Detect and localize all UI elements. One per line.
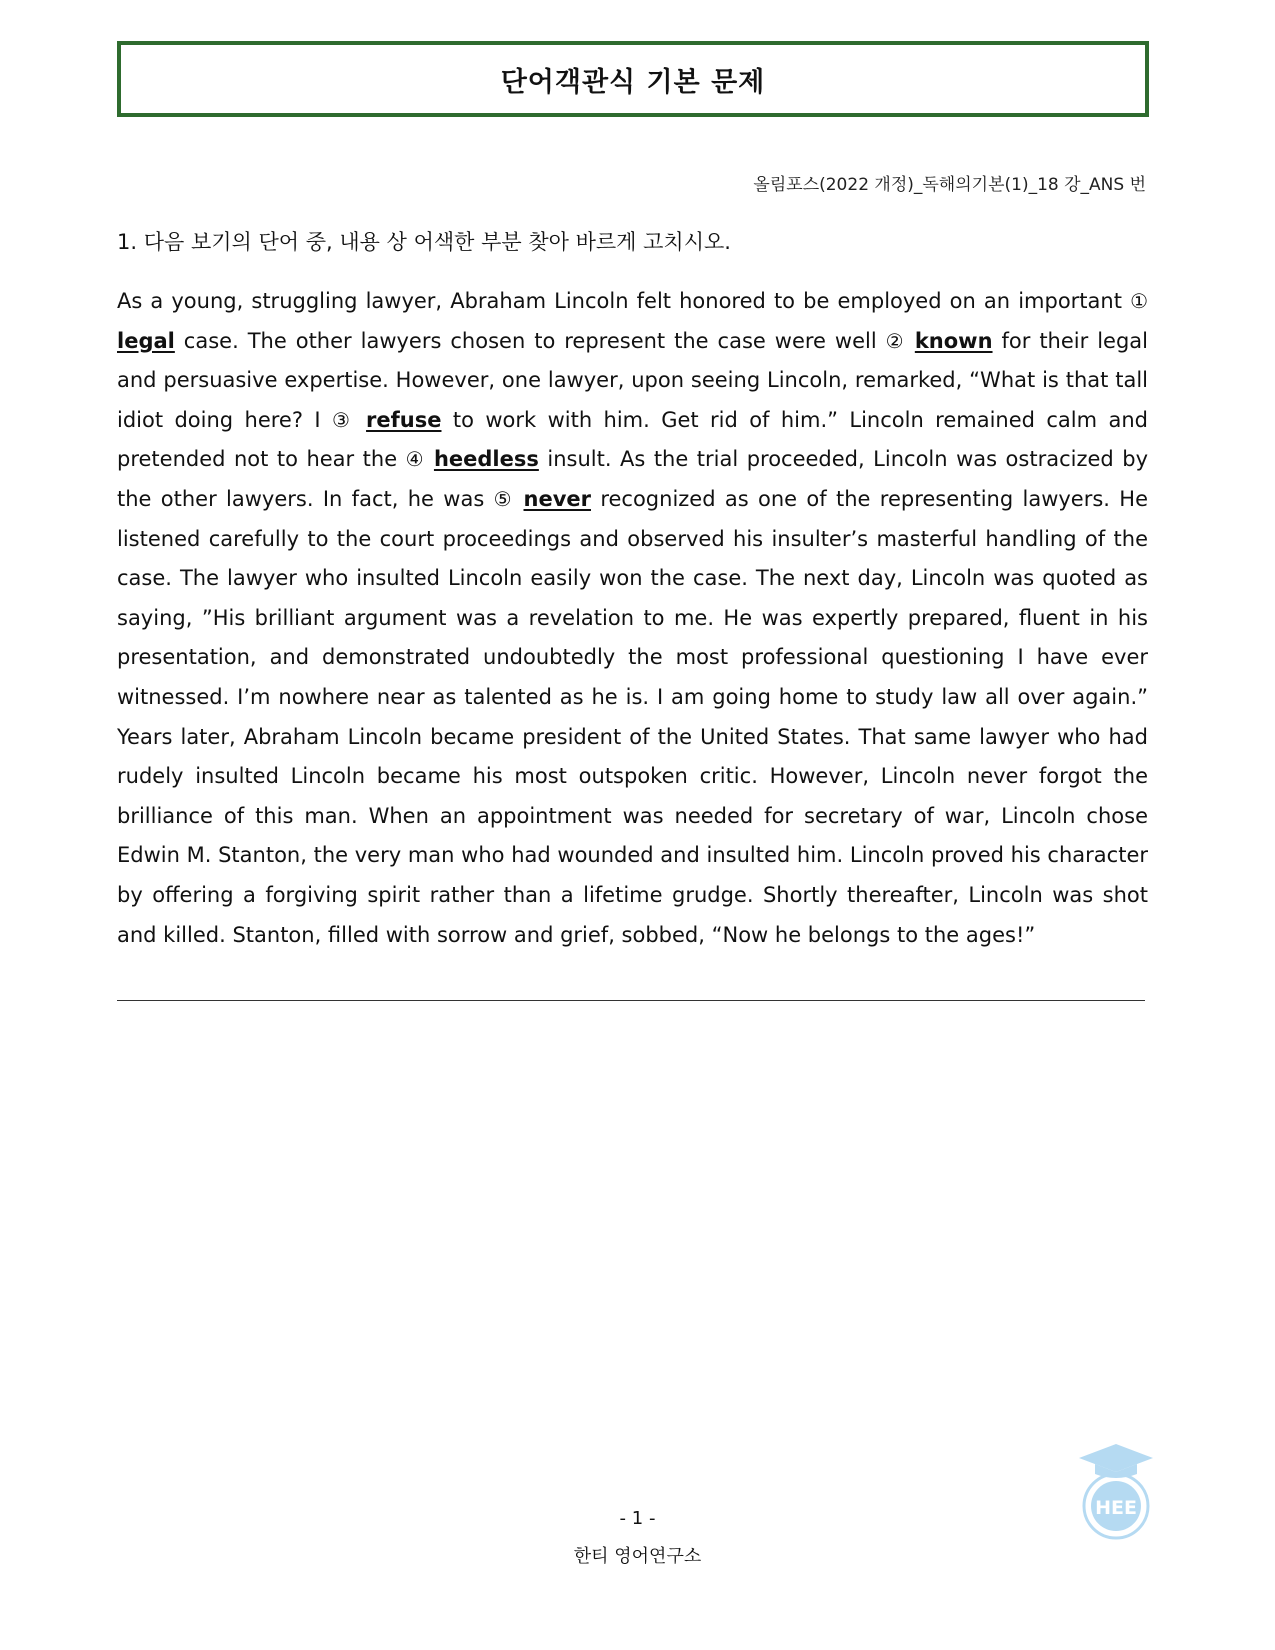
choice-marker-1: ① <box>1130 289 1148 313</box>
page-title: 단어객관식 기본 문제 <box>500 66 766 98</box>
choice-word-5: never <box>523 486 591 511</box>
question-prompt: 1. 다음 보기의 단어 중, 내용 상 어색한 부분 찾아 바르게 고치시오. <box>117 230 731 254</box>
choice-marker-2: ② <box>885 328 906 353</box>
passage-text: to work with him. Get rid of him.” Lincoln remained calm and pretended not to hear the <box>117 407 1148 472</box>
choice-word-4: heedless <box>433 447 539 472</box>
page-number: - 1 - <box>619 1508 656 1529</box>
choice-word-1: legal <box>117 328 175 353</box>
passage-text: insult. As the trial proceeded, Lincoln was ostracized by the other lawyers. In fact, he was <box>117 447 1148 511</box>
choice-word-3: refuse <box>366 407 442 432</box>
choice-marker-5: ⑤ <box>493 486 515 511</box>
answer-line <box>117 1000 1145 1001</box>
passage-text: for their legal and persuasive expertise. However, one lawyer, upon seeing Lincoln, remarked, “What is that tall idiot doing here? I <box>117 328 1148 432</box>
footer-org: 한티 영어연구소 <box>573 1546 702 1567</box>
choice-marker-3: ③ <box>331 407 355 432</box>
choice-word-2: known <box>914 328 993 353</box>
title-box <box>117 41 1149 117</box>
passage-text: recognized as one of the representing lawyers. He listened carefully to the court proceedings and observed his insulter’s masterful handling of the case. The lawyer who insulted Lincoln easily won the case. The next day, Lincoln was quoted as saying, ”His brilliant argument was a revelation to me. He was expertly prepared, fluent in his presentation, and demonstrated undoubtedly the most professional questioning I have ever witnessed. I’m nowhere near as talented as he is. I am going home to study law all over again.” Years later, Abraham Lincoln became president of the United States. That same lawyer who had rudely insulted Lincoln became his most outspoken critic. However, Lincoln never forgot the brilliance of this man. When an appointment was needed for secretary of war, Lincoln chose Edwin M. Stanton, the very man who had wounded and insulted him. Lincoln proved his character by offering a forgiving spirit rather than a lifetime grudge. Shortly thereafter, Lincoln was shot and killed. Stanton, filled with sorrow and grief, sobbed, “Now he belongs to the ages!” <box>117 486 1148 947</box>
passage-text: case. The other lawyers chosen to represent the case were well <box>174 328 886 353</box>
passage-text: As a young, struggling lawyer, Abraham Lincoln felt honored to be employed on an important <box>117 289 1131 313</box>
source-label: 올림포스(2022 개정)_독해의기본(1)_18 강_ANS 번 <box>753 175 1146 195</box>
choice-marker-4: ④ <box>405 447 426 472</box>
passage <box>117 282 1148 955</box>
logo-text: HEE <box>1095 1497 1137 1519</box>
